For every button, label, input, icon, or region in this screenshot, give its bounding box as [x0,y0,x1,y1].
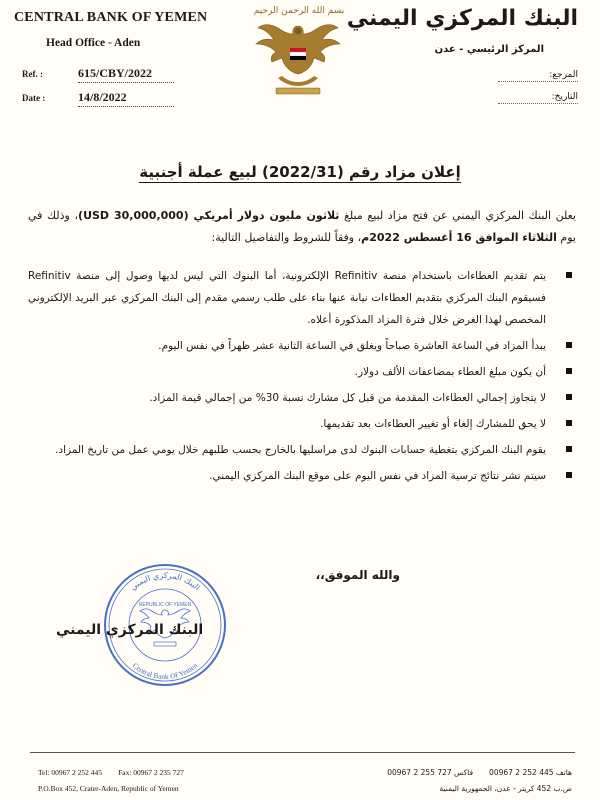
bank-name-arabic: البنك المركزي اليمني [346,6,578,31]
bullet-square-icon [566,368,572,374]
signatory-name: البنك المركزي اليمني [56,622,204,638]
condition-item [28,335,576,357]
condition-text: يقوم البنك المركزي بتغطية حسابات البنوك لدى مراسليها بالخارج بحسب طلبهم خلال يومي عمل من تاريخ المزاد. [55,444,546,456]
condition-item [28,387,576,409]
intro-part1: يعلن البنك المركزي اليمني عن فتح مزاد لبيع مبلغ [339,209,576,222]
condition-item [28,439,576,461]
footer-english [38,765,184,797]
condition-text: يبدأ المزاد في الساعة العاشرة صباحاً ويغلق في الساعة الثانية عشر ظهراً في نفس اليوم. [158,340,546,352]
bullet-square-icon [566,446,572,452]
bullet-square-icon [566,394,572,400]
condition-text: يتم تقديم العطاءات باستخدام منصة Refinitiv الإلكترونية، أما البنوك التي ليس لديها وصول إلى منصة Refinitiv فسيقوم البنك المركزي بتقديم العطاءات نيابة عنها بناء على طلب رسمي مقدم إلى البنك المركزي عبر البريد الإلكتروني المخصص لهذا الغرض خلال فترة المزاد المذكورة أعلاه. [28,270,547,326]
intro-part2: ، وذلك في يوم [28,209,576,244]
date-label: Date : [22,93,46,103]
stamp-republic-text: REPUBLIC OF YEMEN [138,602,192,608]
footer-tel-en: Tel: 00967 2 252 445 [38,768,103,777]
condition-text: لا يتجاوز إجمالي العطاءات المقدمة من قبل كل مشارك نسبة 30% من إجمالي قيمة المزاد. [149,392,546,404]
footer-address-en: P.O.Box 452, Crater-Aden, Republic of Yemen [38,784,179,793]
condition-item [28,361,576,383]
intro-part3: ، وفقاً للشروط والتفاصيل التالية: [211,231,362,244]
condition-item [28,465,576,487]
condition-text: لا يحق للمشارك إلغاء أو تغيير العطاءات بعد تقديمها. [320,418,546,430]
head-office-arabic: المركز الرئيسي - عدن [434,44,544,55]
footer-divider [30,752,575,753]
condition-text: أن يكون مبلغ العطاء بمضاعفات الألف دولار. [354,366,546,378]
condition-text: سيتم نشر نتائج ترسية المزاد في نفس اليوم على موقع البنك المركزي اليمني. [209,470,546,482]
footer-tel-ar: هاتف 445 252 2 00967 [489,768,572,777]
closing-phrase: والله الموفق،، [315,568,400,582]
arabic-ref-label: المرجع: [498,70,578,82]
intro-day: الثلاثاء الموافق 16 أغسطس 2022م [361,231,557,244]
footer-fax-en: Fax: 00967 2 235 727 [118,768,184,777]
footer-address-ar: ص.ب 452 كريتر - عدن، الجمهورية اليمنية [439,784,572,793]
reference-row [22,66,174,83]
intro-amount: ثلاثون مليون دولار أمريكي (30,000,000 USD) [78,209,340,222]
condition-item [28,413,576,435]
bullet-square-icon [566,472,572,478]
ref-value: 615/CBY/2022 [78,66,174,83]
announcement-title [0,163,600,181]
eagle-emblem-icon [248,4,348,104]
footer-arabic [387,765,572,797]
basmala-text: بسم الله الرحمن الرحيم [253,6,345,16]
bank-name-english: CENTRAL BANK OF YEMEN [14,10,208,25]
arabic-date-label: التاريخ: [498,92,578,104]
intro-paragraph [28,205,576,249]
date-row [22,90,174,107]
stamp-bottom-text: Central Bank Of Yemen [130,660,200,682]
condition-item [28,265,576,331]
bullet-square-icon [566,342,572,348]
bullet-square-icon [566,420,572,426]
ref-label: Ref. : [22,69,43,79]
head-office-english: Head Office - Aden [46,37,141,49]
bullet-square-icon [566,272,572,278]
footer-fax-ar: فاكس 727 255 2 00967 [387,768,474,777]
stamp-top-text: البنك المركزي اليمني [128,570,202,593]
date-value: 14/8/2022 [78,90,174,107]
announcement-title-text: إعلان مزاد رقم (2022/31) لبيع عملة أجنبية [139,163,461,181]
conditions-list [28,265,576,491]
